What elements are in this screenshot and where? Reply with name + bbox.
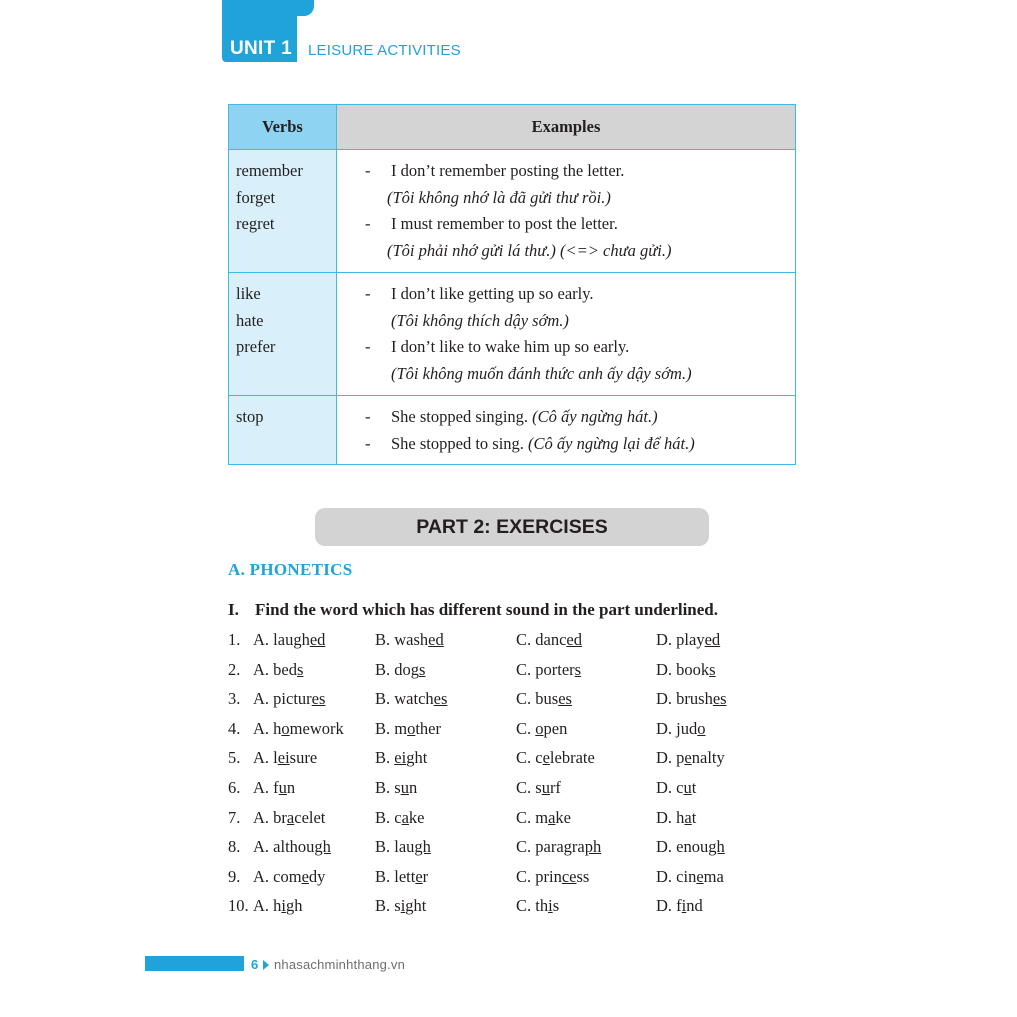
page-number: 6 (251, 957, 259, 972)
example-sentence (365, 211, 795, 238)
underlined-part: e (542, 748, 550, 768)
answer-option (375, 776, 417, 800)
bullet-dash: - (365, 407, 371, 426)
examples-cell (337, 150, 796, 273)
answer-option (253, 894, 303, 918)
option-text: B. dog (375, 659, 420, 679)
option-text: mework (289, 718, 344, 738)
underlined-part: s (297, 659, 304, 679)
underlined-part: ed (704, 630, 721, 649)
verb: prefer (236, 337, 276, 356)
answer-option (656, 835, 725, 859)
example-translation: (Cô ấy ngừng lại để hát.) (528, 433, 695, 453)
answer-option (516, 865, 589, 889)
option-text: A. br (253, 807, 287, 827)
question-number: 10. (228, 896, 249, 916)
unit-label: UNIT 1 (230, 38, 292, 59)
option-text: nd (686, 896, 703, 916)
option-text: ke (555, 807, 571, 827)
answer-option (656, 687, 727, 711)
underlined-part: gh (708, 837, 725, 857)
answer-option (516, 894, 559, 918)
example-line (391, 404, 658, 431)
verb: stop (236, 407, 264, 426)
option-text: B. lau (375, 837, 415, 857)
answer-option (253, 835, 331, 859)
bullet-dash: - (365, 337, 371, 356)
verbs-cell (229, 150, 337, 273)
underlined-part: u (278, 777, 287, 797)
example-text: I don’t remember posting the letter. (391, 161, 625, 180)
underlined-part: i (548, 896, 553, 916)
option-text: sure (289, 748, 318, 768)
underlined-part: a (548, 807, 556, 827)
option-text: B. (375, 748, 395, 768)
underlined-part: es (433, 689, 448, 709)
question-number: 5. (228, 748, 241, 768)
verb: regret (236, 214, 275, 233)
answer-option (516, 806, 571, 830)
answer-option (516, 717, 567, 741)
option-text: t (691, 807, 697, 827)
question-number: 6. (228, 777, 241, 797)
answer-option (375, 894, 426, 918)
option-text: ght (406, 748, 428, 768)
option-text: ther (415, 718, 441, 738)
underlined-part: i (281, 896, 287, 916)
underlined-part: gh (414, 837, 431, 857)
bullet-dash: - (365, 161, 371, 180)
underlined-part: u (541, 777, 550, 797)
answer-option (253, 687, 325, 711)
answer-option (656, 776, 696, 800)
option-text: B. m (375, 718, 408, 738)
unit-title: LEISURE ACTIVITIES (308, 42, 461, 59)
underlined-part: ed (428, 630, 444, 649)
examples-cell (337, 396, 796, 465)
option-text: C. bus (516, 689, 559, 709)
underlined-part: es (712, 689, 727, 709)
option-text: C. prin (516, 866, 562, 886)
option-text: A. f (253, 777, 279, 797)
arrow-right-icon (263, 960, 269, 970)
unit-badge-flap (294, 0, 314, 16)
underlined-part: a (401, 807, 409, 827)
option-text: B. lett (375, 866, 416, 886)
answer-option (656, 658, 716, 682)
example-text: I don’t like getting up so early. (391, 284, 594, 303)
option-text: t (691, 777, 697, 797)
underlined-part: e (415, 866, 423, 886)
bullet-dash: - (365, 433, 371, 453)
option-text: A. althou (253, 837, 315, 857)
example-sentence (365, 158, 795, 185)
grammar-table (228, 104, 796, 465)
verb: remember (236, 161, 303, 180)
answer-option (253, 658, 303, 682)
instruction-number: I. (228, 600, 239, 619)
part2-banner: PART 2: EXERCISES (315, 508, 709, 546)
exercise-instruction (228, 600, 718, 620)
example-translation: (Tôi phải nhớ gửi lá thư.) (<=> chưa gửi.) (387, 240, 672, 260)
option-text: B. s (375, 896, 401, 916)
underlined-part: ce (561, 866, 577, 886)
option-text: A. h (253, 896, 282, 916)
option-text: lebrate (549, 748, 595, 768)
example-text: She stopped singing. (391, 407, 529, 426)
option-text: A. com (253, 866, 302, 886)
option-text: A. laugh (253, 630, 310, 649)
underlined-part: a (684, 807, 692, 827)
answer-option (656, 894, 703, 918)
bullet-dash: - (365, 214, 371, 233)
example-sentence (365, 431, 795, 458)
answer-option (375, 687, 447, 711)
underlined-part: s (709, 659, 716, 679)
option-text: C. th (516, 896, 549, 916)
question-number: 3. (228, 689, 241, 709)
underlined-part: s (419, 659, 426, 679)
underlined-part: ei (394, 748, 407, 768)
option-text: dy (308, 866, 326, 886)
underlined-part: o (407, 718, 416, 738)
answer-option (253, 628, 325, 652)
underlined-part: es (311, 689, 326, 709)
answer-option (656, 806, 696, 830)
answer-option (375, 806, 425, 830)
option-text: C. paragra (516, 837, 585, 857)
underlined-part: gh (314, 837, 331, 857)
option-text: D. jud (656, 718, 698, 738)
option-text: s (552, 896, 560, 916)
answer-option (375, 628, 444, 652)
underlined-part: ed (309, 630, 326, 649)
underlined-part: a (286, 807, 295, 827)
underlined-part: u (683, 777, 692, 797)
option-text: n (286, 777, 296, 797)
example-text: I must remember to post the letter. (391, 214, 618, 233)
answer-option (516, 687, 572, 711)
option-text: celet (294, 807, 326, 827)
option-text: ma (703, 866, 724, 886)
option-text: ke (408, 807, 425, 827)
bullet-dash: - (365, 284, 371, 303)
option-text: C. porter (516, 659, 575, 679)
question-number: 9. (228, 866, 241, 886)
option-text: B. watch (375, 689, 434, 709)
answer-option (375, 746, 427, 770)
option-text: ss (576, 866, 590, 886)
option-text: C. c (516, 748, 543, 768)
option-text: A. h (253, 718, 282, 738)
underlined-part: o (281, 718, 290, 738)
option-text: D. book (656, 659, 710, 679)
example-translation: (Tôi không nhớ là đã gửi thư rồi.) (387, 187, 611, 207)
section-title-phonetics: A. PHONETICS (228, 560, 353, 579)
answer-option (516, 835, 601, 859)
option-text: B. s (375, 777, 401, 797)
option-text: A. bed (253, 659, 297, 679)
option-text: B. wash (375, 630, 429, 649)
option-text: D. play (656, 630, 705, 649)
example-sentence (365, 404, 795, 431)
answer-option (516, 628, 582, 652)
example-text: She stopped to sing. (391, 433, 524, 453)
underlined-part: ed (566, 630, 582, 649)
example-sentence (365, 334, 795, 361)
option-text: B. c (375, 807, 402, 827)
question-number: 1. (228, 630, 241, 649)
option-text: nalty (691, 748, 725, 768)
examples-cell (337, 273, 796, 396)
option-text: D. p (656, 748, 685, 768)
example-translation: (Tôi không thích dậy sớm.) (391, 310, 569, 330)
table-header-examples: Examples (337, 105, 796, 150)
underlined-part: i (400, 896, 406, 916)
option-text: A. pictur (253, 689, 312, 709)
option-text: D. f (656, 896, 682, 916)
answer-option (375, 658, 425, 682)
answer-option (516, 776, 561, 800)
example-line (391, 431, 695, 458)
example-text: I don’t like to wake him up so early. (391, 337, 630, 356)
question-number: 8. (228, 837, 241, 857)
answer-option (253, 776, 295, 800)
underlined-part: e (684, 748, 692, 768)
answer-option (253, 717, 344, 741)
underlined-part: o (535, 718, 544, 738)
footer-website: nhasachminhthang.vn (274, 957, 406, 972)
option-text: r (422, 866, 429, 886)
underlined-part: ei (277, 748, 290, 768)
option-text: D. brush (656, 689, 713, 709)
verb: hate (236, 310, 264, 330)
answer-option (656, 746, 725, 770)
example-translation: (Tôi không muốn đánh thức anh ấy dậy sớm.) (391, 363, 692, 383)
underlined-part: u (400, 777, 409, 797)
option-text: ght (405, 896, 427, 916)
verbs-cell (229, 396, 337, 465)
answer-option (656, 717, 706, 741)
example-sentence (365, 281, 795, 308)
answer-option (516, 746, 595, 770)
option-text: gh (286, 896, 303, 916)
instruction-text: Find the word which has different sound in the part underlined. (255, 600, 719, 619)
option-text: C. (516, 718, 536, 738)
verb: like (236, 284, 261, 303)
table-row (229, 150, 796, 273)
underlined-part: ph (584, 837, 602, 857)
question-number: 4. (228, 718, 241, 738)
question-number: 2. (228, 659, 241, 679)
option-text: D. h (656, 807, 685, 827)
verbs-cell (229, 273, 337, 396)
option-text: A. l (253, 748, 278, 768)
underlined-part: e (301, 866, 309, 886)
option-text: C. s (516, 777, 542, 797)
answer-option (375, 717, 441, 741)
answer-option (516, 658, 581, 682)
underlined-part: o (697, 718, 706, 738)
option-text: D. cin (656, 866, 697, 886)
answer-option (253, 865, 325, 889)
option-text: D. c (656, 777, 684, 797)
example-translation: (Cô ấy ngừng hát.) (532, 407, 658, 426)
table-header-verbs: Verbs (229, 105, 337, 150)
answer-option (375, 835, 431, 859)
option-text: C. m (516, 807, 549, 827)
answer-option (656, 865, 724, 889)
underlined-part: i (681, 896, 687, 916)
question-number: 7. (228, 807, 241, 827)
option-text: rf (549, 777, 561, 797)
answer-option (375, 865, 428, 889)
option-text: n (408, 777, 418, 797)
underlined-part: e (696, 866, 704, 886)
option-text: C. danc (516, 630, 567, 649)
answer-option (253, 746, 317, 770)
underlined-part: es (558, 689, 572, 709)
footer-bar (145, 956, 244, 971)
verb: forget (236, 187, 276, 207)
underlined-part: s (574, 659, 582, 679)
table-row (229, 273, 796, 396)
answer-option (656, 628, 720, 652)
option-text: pen (543, 718, 568, 738)
table-row (229, 396, 796, 465)
option-text: D. enou (656, 837, 709, 857)
answer-option (253, 806, 325, 830)
